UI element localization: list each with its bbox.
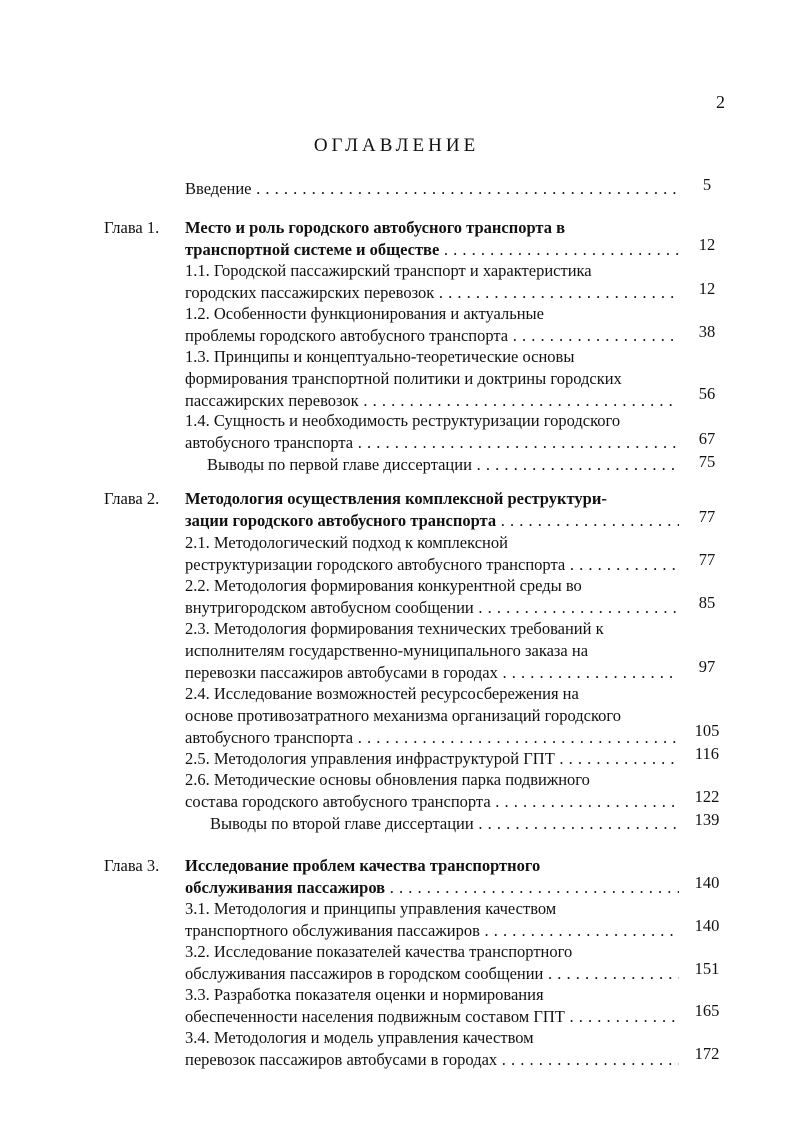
section-3-2-line: обслуживания пассажиров в городском сообщении . . . bbox=[185, 963, 679, 985]
section-2-3-line: 2.3. Методология формирования технических требований к bbox=[185, 619, 604, 638]
section-3-1-line: 3.1. Методология и принципы управления качеством bbox=[185, 899, 557, 918]
toc-title: ОГЛАВЛЕНИЕ bbox=[313, 135, 480, 156]
section-3-2-line: 3.2. Исследование показателей качества транспортного bbox=[185, 942, 573, 961]
section-2-6-page: 122 bbox=[694, 787, 720, 806]
page-number: 2 bbox=[716, 92, 725, 112]
chapter-1-title-line: Место и роль городского автобусного транспорта в bbox=[185, 218, 566, 237]
section-3-1-line: транспортного обслуживания пассажиров . . . bbox=[185, 920, 679, 942]
section-2-3-line: перевозки пассажиров автобусами в городах . . . bbox=[185, 662, 679, 684]
chapter-2-conclusions: Выводы по второй главе диссертации . . . bbox=[210, 813, 679, 835]
section-1-4-page: 67 bbox=[698, 429, 716, 448]
section-1-1-page: 12 bbox=[698, 279, 716, 298]
chapter-1-title-line: транспортной системе и обществе . . . bbox=[185, 239, 679, 261]
section-2-6-line: 2.6. Методические основы обновления парка подвижного bbox=[185, 770, 590, 789]
section-2-2-line: внутригородском автобусном сообщении . . . bbox=[185, 597, 679, 619]
chapter-1-conclusions-page: 75 bbox=[698, 452, 716, 471]
section-2-5-line: 2.5. Методология управления инфраструктурой ГПТ . . . bbox=[185, 748, 679, 770]
chapter-3-page: 140 bbox=[694, 873, 720, 892]
section-3-3-line: 3.3. Разработка показателя оценки и нормирования bbox=[185, 985, 544, 1004]
section-2-3-line: исполнителям государственно-муниципального заказа на bbox=[185, 641, 589, 660]
section-3-3-page: 165 bbox=[694, 1001, 720, 1020]
section-1-1-line: городских пассажирских перевозок . . . bbox=[185, 282, 679, 304]
chapter-3-label: Глава 3. bbox=[104, 856, 160, 875]
section-2-1-line: 2.1. Методологический подход к комплексной bbox=[185, 533, 508, 552]
chapter-2-title-line: зации городского автобусного транспорта . . . bbox=[185, 510, 679, 532]
section-2-2-page: 85 bbox=[698, 593, 716, 612]
chapter-1-conclusions: Выводы по первой главе диссертации . . . bbox=[207, 454, 679, 476]
section-2-4-page: 105 bbox=[694, 721, 720, 740]
section-2-1-line: реструктуризации городского автобусного транспорта . . . bbox=[185, 554, 679, 576]
section-3-3-line: обеспеченности населения подвижным составом ГПТ . . . bbox=[185, 1006, 679, 1028]
section-1-3-line: 1.3. Принципы и концептуально-теоретические основы bbox=[185, 347, 575, 366]
section-2-3-page: 97 bbox=[698, 657, 716, 676]
section-1-2-line: 1.2. Особенности функционирования и актуальные bbox=[185, 304, 544, 323]
section-2-4-line: основе противозатратного механизма организаций городского bbox=[185, 706, 622, 725]
section-3-1-page: 140 bbox=[694, 916, 720, 935]
section-1-2-line: проблемы городского автобусного транспорта . . . bbox=[185, 325, 679, 347]
chapter-2-label: Глава 2. bbox=[104, 489, 160, 508]
section-1-3-line: пассажирских перевозок . . . bbox=[185, 390, 679, 412]
section-2-2-line: 2.2. Методология формирования конкурентной среды во bbox=[185, 576, 582, 595]
section-3-4-line: перевозок пассажиров автобусами в городах . . . bbox=[185, 1049, 679, 1071]
section-1-4-line: 1.4. Сущность и необходимость реструктуризации городского bbox=[185, 411, 621, 430]
chapter-1-label: Глава 1. bbox=[104, 218, 160, 237]
chapter-2-title-line: Методология осуществления комплексной реструктури- bbox=[185, 489, 607, 508]
section-1-1-line: 1.1. Городской пассажирский транспорт и характеристика bbox=[185, 261, 592, 280]
section-1-3-line: формирования транспортной политики и доктрины городских bbox=[185, 369, 622, 388]
chapter-3-title-line: обслуживания пассажиров . . . bbox=[185, 877, 679, 899]
section-2-6-line: состава городского автобусного транспорта . . . bbox=[185, 791, 679, 813]
section-1-4-line: автобусного транспорта . . . bbox=[185, 432, 679, 454]
toc-page-intro: 5 bbox=[702, 175, 712, 194]
section-2-1-page: 77 bbox=[698, 550, 716, 569]
section-3-4-line: 3.4. Методология и модель управления качеством bbox=[185, 1028, 534, 1047]
chapter-3-title-line: Исследование проблем качества транспортного bbox=[185, 856, 541, 875]
section-2-5-page: 116 bbox=[694, 744, 720, 763]
toc-entry-intro: Введение . . . bbox=[185, 178, 679, 200]
chapter-2-page: 77 bbox=[698, 507, 716, 526]
section-1-2-page: 38 bbox=[698, 322, 716, 341]
section-1-3-page: 56 bbox=[698, 384, 716, 403]
chapter-1-page: 12 bbox=[698, 235, 716, 254]
section-2-4-line: автобусного транспорта . . . bbox=[185, 727, 679, 749]
section-3-2-page: 151 bbox=[694, 959, 720, 978]
chapter-2-conclusions-page: 139 bbox=[694, 810, 720, 829]
section-2-4-line: 2.4. Исследование возможностей ресурсосбережения на bbox=[185, 684, 579, 703]
section-3-4-page: 172 bbox=[694, 1044, 720, 1063]
